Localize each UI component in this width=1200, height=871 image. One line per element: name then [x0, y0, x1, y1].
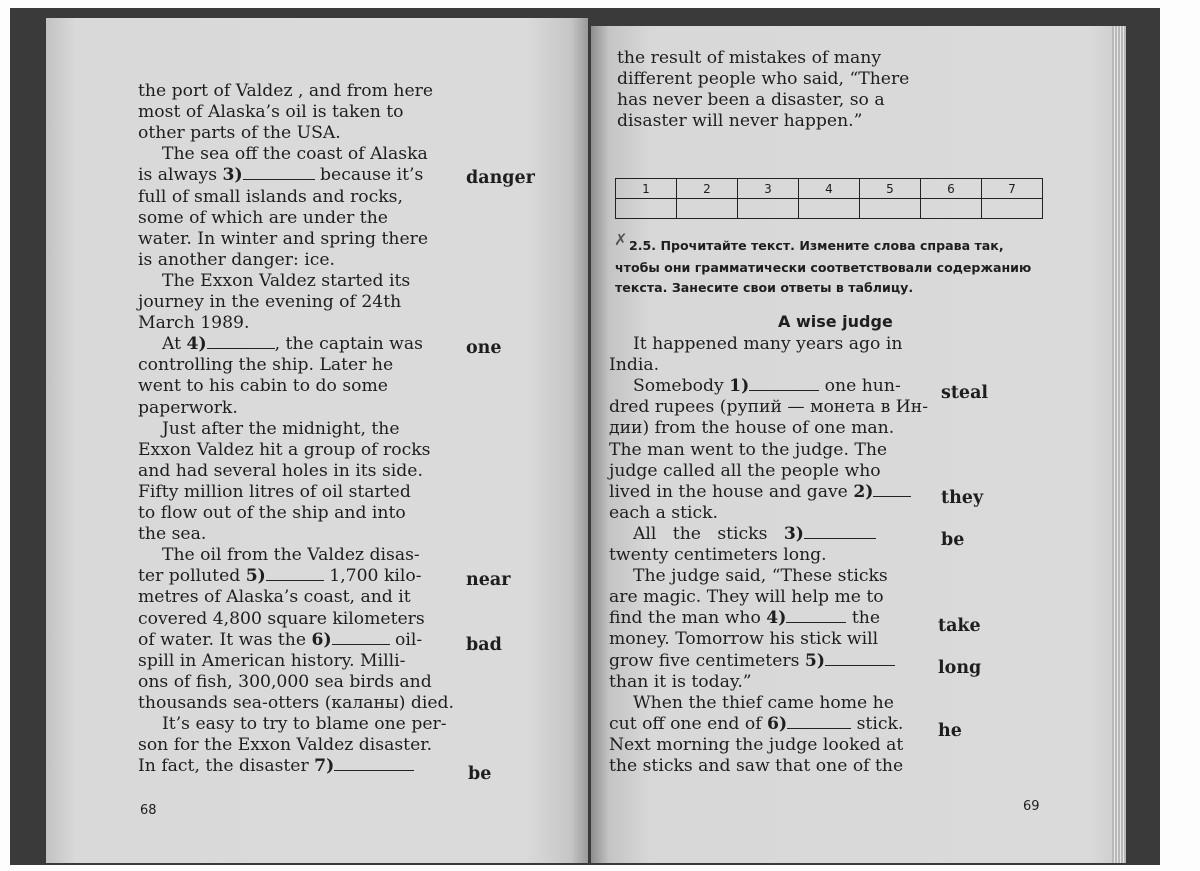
text-line: journey in the evening of 24th: [138, 292, 402, 312]
answer-blank[interactable]: [207, 334, 275, 349]
text-line: covered 4,800 square kilometers: [138, 608, 425, 629]
answer-blank[interactable]: [334, 756, 414, 771]
answer-blank[interactable]: [786, 608, 846, 623]
text-segment: Somebody: [633, 376, 730, 397]
text-line: the result of mistakes of many: [617, 48, 882, 68]
gap-number: 5): [804, 650, 825, 671]
side-word-bad: bad: [466, 635, 502, 655]
text-line: twenty centimeters long.: [609, 545, 827, 565]
text-segment: 1,700 kilo-: [323, 566, 422, 587]
text-line: than it is today.”: [609, 671, 752, 692]
text-segment: the: [846, 608, 880, 629]
page-number-left: 68: [140, 803, 157, 818]
text-line: The Exxon Valdez started its: [162, 270, 411, 291]
text-segment: , the captain was: [274, 334, 423, 355]
answer-header: 5: [860, 179, 921, 199]
answer-cell: [921, 199, 982, 219]
side-word-long: long: [938, 658, 982, 678]
text-line: The oil from the Valdez disas-: [162, 545, 420, 566]
answer-blank[interactable]: [787, 714, 851, 729]
text-line: It happened many years ago in: [633, 334, 903, 354]
text-line: controlling the ship. Later he: [138, 355, 394, 376]
text-line: spill in American history. Milli-: [138, 650, 406, 671]
text-line: full of small islands and rocks,: [138, 186, 403, 207]
text-line: [609, 608, 880, 629]
text-line: Just after the midnight, the: [162, 418, 400, 439]
side-word-one: one: [466, 338, 502, 358]
text-line: went to his cabin to do some: [138, 376, 388, 397]
gap-number: 6): [311, 629, 332, 650]
text-segment: of water. It was the: [138, 629, 312, 650]
text-line: paperwork.: [138, 397, 238, 418]
answer-header: 2: [677, 179, 738, 199]
text-line: each a stick.: [609, 502, 719, 523]
answer-cell: [616, 199, 677, 219]
text-segment: At: [162, 334, 187, 355]
answer-header: 1: [616, 179, 677, 199]
text-line: дии) from the house of one man.: [609, 418, 895, 439]
answer-header: 6: [921, 179, 982, 199]
answer-header: 4: [799, 179, 860, 199]
text-segment: find the man who: [609, 608, 767, 629]
text-segment: stick.: [851, 713, 904, 734]
exercise-instruction-line: чтобы они грамматически соответствовали содержанию: [615, 260, 1032, 275]
text-line: India.: [609, 355, 660, 376]
side-word-steal: steal: [941, 383, 989, 403]
text-segment: ter polluted: [138, 566, 246, 587]
answer-cell: [799, 199, 860, 219]
text-line: water. In winter and spring there: [138, 228, 429, 249]
answer-table-input-row: [616, 199, 1043, 219]
answer-blank[interactable]: [749, 376, 819, 391]
answer-table-header-row: [616, 179, 1043, 199]
page-edge: [1112, 26, 1126, 863]
text-line: the port of Valdez , and from here: [138, 81, 434, 101]
text-segment: All the sticks: [633, 523, 784, 544]
text-segment: is always: [138, 165, 223, 186]
answer-cell: [677, 199, 738, 219]
text-line: judge called all the people who: [609, 460, 881, 481]
gap-number: 1): [729, 376, 750, 397]
text-line: the sea.: [138, 524, 207, 545]
text-line: some of which are under the: [138, 207, 388, 228]
text-segment: lived in the house and gave: [609, 481, 854, 502]
side-word-near: near: [466, 570, 511, 590]
text-line: metres of Alaska’s coast, and it: [138, 587, 411, 608]
gap-number: 6): [767, 713, 788, 734]
answer-blank[interactable]: [266, 566, 324, 581]
side-word-be: be: [941, 530, 965, 550]
text-line: When the thief came home he: [633, 692, 894, 713]
text-line: The judge said, “These sticks: [633, 566, 888, 587]
check-mark: ✗: [614, 230, 628, 249]
side-word-they: they: [941, 488, 984, 508]
side-word-danger: danger: [466, 168, 535, 188]
text-line: most of Alaska’s oil is taken to: [138, 102, 404, 123]
page-number-right: 69: [1023, 799, 1040, 814]
text-line: March 1989.: [138, 313, 250, 334]
text-line: [633, 376, 901, 397]
text-line: the sticks and saw that one of the: [609, 756, 904, 776]
text-line: disaster will never happen.”: [617, 111, 863, 132]
text-line: is another danger: ice.: [138, 249, 335, 270]
exercise-instruction-line: 2.5. Прочитайте текст. Измените слова справа так,: [629, 238, 1004, 253]
answer-blank[interactable]: [243, 165, 315, 180]
side-word-he: he: [938, 721, 962, 741]
text-segment: grow five centimeters: [609, 650, 805, 671]
text-line: ons of fish, 300,000 sea birds and: [138, 671, 432, 692]
answer-cell: [982, 199, 1043, 219]
text-line: to flow out of the ship and into: [138, 503, 406, 523]
gap-number: 5): [245, 566, 266, 587]
left-page: [46, 18, 588, 863]
text-line: Fifty million litres of oil started: [138, 481, 411, 502]
text-line: dred rupees (рупий — монета в Ин-: [609, 397, 929, 418]
gap-number: 4): [766, 608, 787, 629]
right-page: [591, 26, 1126, 863]
text-line: [633, 524, 876, 545]
text-line: has never been a disaster, so a: [617, 90, 885, 111]
text-line: The man went to the judge. The: [609, 439, 888, 460]
answer-cell: [738, 199, 799, 219]
text-line: [138, 566, 422, 587]
answer-blank[interactable]: [332, 630, 390, 645]
text-line: and had several holes in its side.: [138, 460, 423, 481]
side-word-take: take: [938, 616, 981, 636]
text-line: thousands sea-otters (каланы) died.: [138, 692, 454, 713]
exercise-instruction-line: текста. Занесите свои ответы в таблицу.: [615, 280, 914, 295]
text-line: different people who said, “There: [617, 69, 910, 90]
text-line: The sea off the coast of Alaska: [162, 144, 428, 165]
answer-blank[interactable]: [804, 524, 876, 539]
answer-cell: [860, 199, 921, 219]
text-line: [609, 482, 911, 503]
text-line: other parts of the USA.: [138, 123, 341, 144]
text-line: [162, 334, 423, 355]
answer-table: [615, 178, 1043, 219]
story-title: A wise judge: [778, 312, 893, 331]
text-line: Exxon Valdez hit a group of rocks: [138, 439, 431, 460]
text-line: [609, 651, 895, 672]
text-line: [138, 756, 414, 777]
gap-number: 4): [186, 334, 207, 355]
text-segment: oil-: [389, 629, 423, 650]
answer-blank[interactable]: [873, 482, 911, 497]
text-segment: cut off one end of: [609, 713, 768, 734]
text-line: Next morning the judge looked at: [609, 734, 904, 755]
text-line: [609, 714, 903, 735]
text-line: [138, 165, 423, 186]
gap-number: 3): [783, 523, 804, 544]
gap-number: 7): [314, 756, 335, 777]
side-word-be: be: [468, 764, 492, 784]
text-segment: because it’s: [314, 165, 424, 186]
gap-number: 2): [853, 481, 874, 502]
text-segment: one hun-: [819, 376, 901, 397]
answer-header: 7: [982, 179, 1043, 199]
answer-blank[interactable]: [825, 651, 895, 666]
text-line: [138, 630, 422, 651]
text-line: son for the Exxon Valdez disaster.: [138, 735, 433, 756]
text-line: money. Tomorrow his stick will: [609, 629, 879, 650]
text-line: It’s easy to try to blame one per-: [162, 714, 447, 734]
text-segment: In fact, the disaster: [138, 756, 315, 777]
gap-number: 3): [222, 165, 243, 186]
text-line: are magic. They will help me to: [609, 587, 884, 608]
answer-header: 3: [738, 179, 799, 199]
